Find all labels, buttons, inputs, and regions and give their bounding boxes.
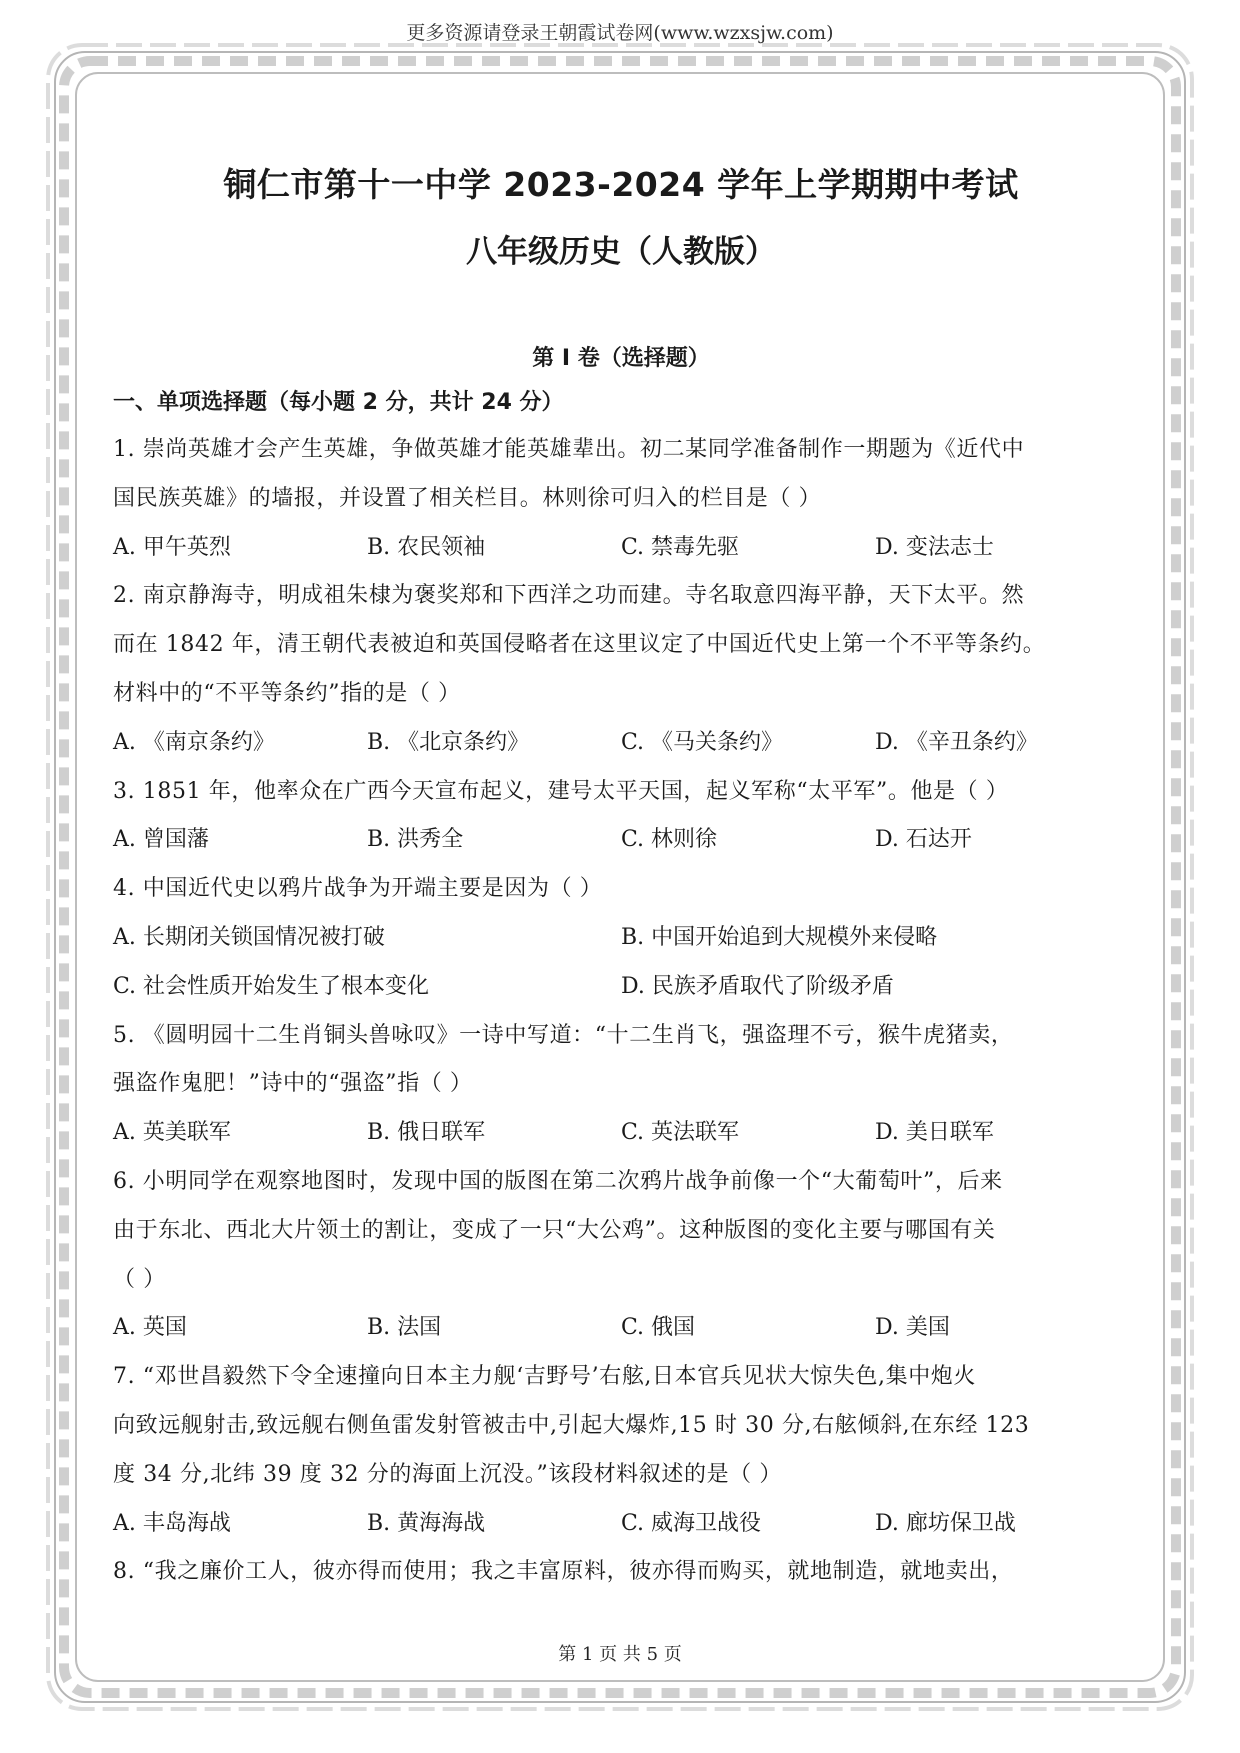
volume-title: 第 I 卷（选择题） xyxy=(532,346,710,371)
option-a: A. 《南京条约》 xyxy=(113,729,275,755)
option-b: B. 俄日联军 xyxy=(367,1120,486,1146)
option-a: A. 丰岛海战 xyxy=(113,1510,231,1536)
question-line: （ ） xyxy=(113,1266,166,1292)
question-7 xyxy=(113,1353,1129,1548)
option-d: D. 美国 xyxy=(875,1315,950,1341)
question-line: 5. 《圆明园十二生肖铜头兽咏叹》一诗中写道：“十二生肖飞，强盗理不亏，猴牛虎猪卖， xyxy=(113,1022,1014,1048)
option-a: A. 曾国藩 xyxy=(113,827,209,853)
option-d: D. 美日联军 xyxy=(875,1120,994,1146)
option-a: A. 英美联军 xyxy=(113,1120,231,1146)
option-d: D. 变法志士 xyxy=(875,534,994,560)
options-row xyxy=(113,1500,1129,1549)
option-c: C. 禁毒先驱 xyxy=(621,534,740,560)
options-row xyxy=(113,963,1129,1012)
options-row xyxy=(113,816,1129,865)
question-line: 3. 1851 年，他率众在广西今天宣布起义，建号太平天国，起义军称“太平军”。他是（ ） xyxy=(113,778,1009,804)
question-5 xyxy=(113,1012,1129,1158)
option-b: B. 《北京条约》 xyxy=(367,729,530,755)
question-line: 材料中的“不平等条约”指的是（ ） xyxy=(113,680,461,706)
page-number: 第 1 页 共 5 页 xyxy=(558,1644,682,1665)
option-c: C. 威海卫战役 xyxy=(621,1510,762,1536)
question-line: 强盗作鬼肥！”诗中的“强盗”指（ ） xyxy=(113,1071,473,1097)
option-c: C. 俄国 xyxy=(621,1315,696,1341)
question-3 xyxy=(113,768,1129,866)
question-line: 度 34 分,北纬 39 度 32 分的海面上沉没。”该段材料叙述的是（ ） xyxy=(113,1461,782,1487)
option-d: D. 廊坊保卫战 xyxy=(875,1510,1016,1536)
options-row xyxy=(113,1109,1129,1158)
option-d: D. 石达开 xyxy=(875,827,972,853)
options-row xyxy=(113,914,1129,963)
option-c: C. 社会性质开始发生了根本变化 xyxy=(113,973,430,999)
question-1 xyxy=(113,426,1129,572)
question-line: 7. “邓世昌毅然下令全速撞向日本主力舰‘吉野号’右舷,日本官兵见状大惊失色,集中炮火 xyxy=(113,1364,977,1390)
option-b: B. 法国 xyxy=(367,1315,442,1341)
question-line: 4. 中国近代史以鸦片战争为开端主要是因为（ ） xyxy=(113,876,603,902)
option-b: B. 洪秀全 xyxy=(367,827,464,853)
option-b: B. 中国开始追到大规模外来侵略 xyxy=(621,924,938,950)
options-row xyxy=(113,524,1129,573)
question-line: 6. 小明同学在观察地图时，发现中国的版图在第二次鸦片战争前像一个“大葡萄叶”，后来 xyxy=(113,1168,1003,1194)
option-c: C. 《马关条约》 xyxy=(621,729,784,755)
options-row xyxy=(113,719,1129,768)
question-4 xyxy=(113,865,1129,1011)
exam-title: 铜仁市第十一中学 2023-2024 学年上学期期中考试 xyxy=(223,165,1019,204)
source-banner: 更多资源请登录王朝霞试卷网(www.wzxsjw.com) xyxy=(406,22,834,44)
question-2 xyxy=(113,572,1129,767)
part-heading: 一、单项选择题（每小题 2 分，共计 24 分） xyxy=(113,390,564,415)
question-line: 2. 南京静海寺，明成祖朱棣为褒奖郑和下西洋之功而建。寺名取意四海平静，天下太平。然 xyxy=(113,583,1025,609)
question-8 xyxy=(113,1548,1129,1597)
question-line: 国民族英雄》的墙报，并设置了相关栏目。林则徐可归入的栏目是（ ） xyxy=(113,485,822,511)
option-a: A. 长期闭关锁国情况被打破 xyxy=(113,924,385,950)
question-line: 向致远舰射击,致远舰右侧鱼雷发射管被击中,引起大爆炸,15 时 30 分,右舷倾斜,在东经 123 xyxy=(113,1412,1030,1438)
option-a: A. 甲午英烈 xyxy=(113,534,231,560)
option-c: C. 英法联军 xyxy=(621,1120,740,1146)
question-line: 由于东北、西北大片领土的割让，变成了一只“大公鸡”。这种版图的变化主要与哪国有关 xyxy=(113,1217,996,1243)
exam-content xyxy=(113,140,1129,1597)
option-a: A. 英国 xyxy=(113,1315,187,1341)
question-line: 而在 1842 年，清王朝代表被迫和英国侵略者在这里议定了中国近代史上第一个不平等条约。 xyxy=(113,632,1046,658)
question-line: 8. “我之廉价工人，彼亦得而使用；我之丰富原料，彼亦得而购买，就地制造，就地卖出， xyxy=(113,1559,1014,1585)
option-c: C. 林则徐 xyxy=(621,827,718,853)
question-6 xyxy=(113,1158,1129,1353)
option-d: D. 民族矛盾取代了阶级矛盾 xyxy=(621,973,894,999)
exam-subtitle: 八年级历史（人教版） xyxy=(466,234,776,270)
question-line: 1. 崇尚英雄才会产生英雄，争做英雄才能英雄辈出。初二某同学准备制作一期题为《近代中 xyxy=(113,437,1025,462)
options-row xyxy=(113,1304,1129,1353)
option-b: B. 黄海海战 xyxy=(367,1510,486,1536)
option-b: B. 农民领袖 xyxy=(367,534,486,560)
option-d: D. 《辛丑条约》 xyxy=(875,729,1038,755)
